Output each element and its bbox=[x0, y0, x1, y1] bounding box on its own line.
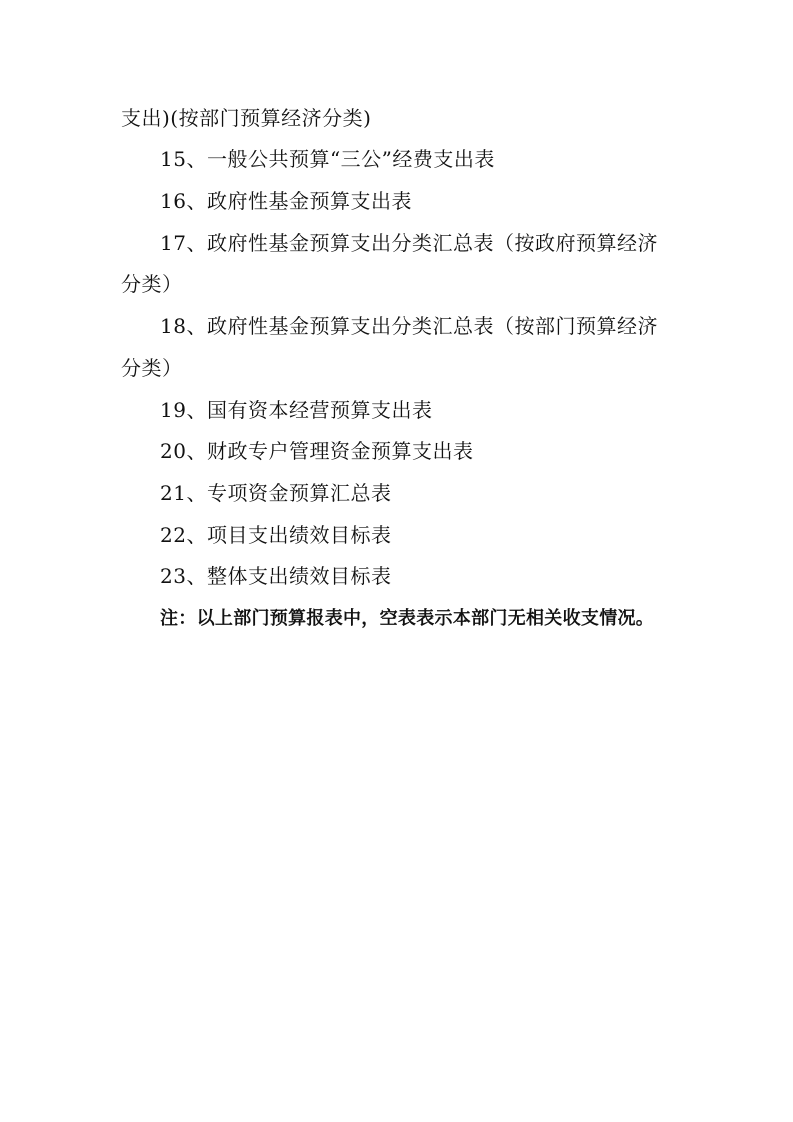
text-line-continuation: 支出)(按部门预算经济分类) bbox=[121, 106, 372, 130]
list-item-20: 20、财政专户管理资金预算支出表 bbox=[160, 439, 474, 463]
list-item-18-continuation: 分类） bbox=[121, 356, 183, 380]
list-item-19: 19、国有资本经营预算支出表 bbox=[160, 398, 433, 422]
note-text: 注：以上部门预算报表中，空表表示本部门无相关收支情况。 bbox=[160, 608, 655, 629]
list-item-18: 18、政府性基金预算支出分类汇总表（按部门预算经济 bbox=[160, 314, 658, 338]
list-item-21: 21、专项资金预算汇总表 bbox=[160, 481, 392, 505]
list-item-17-continuation: 分类） bbox=[121, 272, 183, 296]
list-item-15: 15、一般公共预算“三公”经费支出表 bbox=[160, 147, 495, 171]
list-item-16: 16、政府性基金预算支出表 bbox=[160, 189, 412, 213]
list-item-17: 17、政府性基金预算支出分类汇总表（按政府预算经济 bbox=[160, 231, 658, 255]
list-item-23: 23、整体支出绩效目标表 bbox=[160, 564, 392, 588]
list-item-22: 22、项目支出绩效目标表 bbox=[160, 523, 392, 547]
